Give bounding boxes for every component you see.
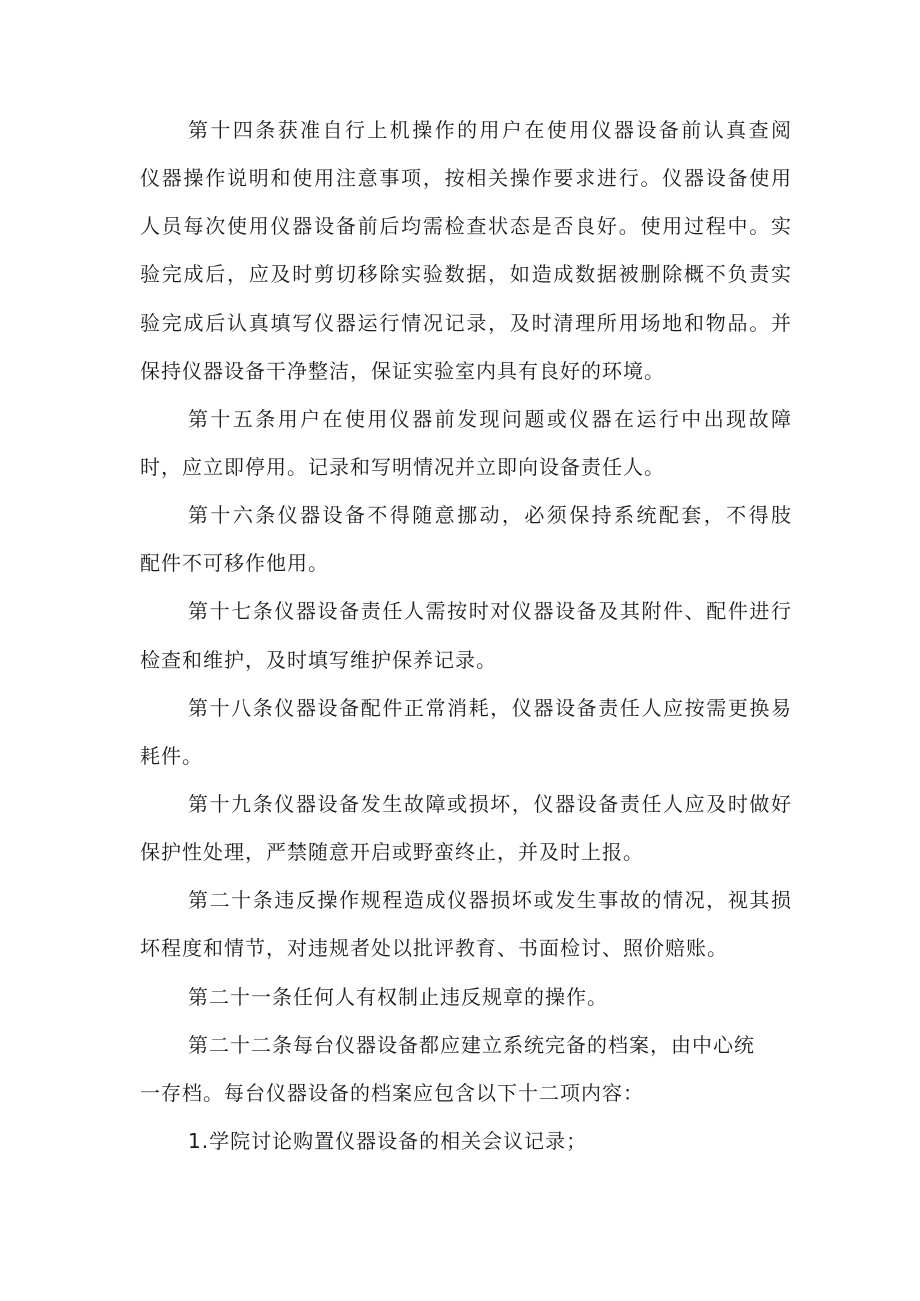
paragraph-21 [140,973,792,1021]
paragraph-22 [140,1021,792,1117]
text-line: 第二十二条每台仪器设备都应建立系统完备的档案，由中心统 [188,1032,755,1057]
text-line: 1.学院讨论购置仪器设备的相关会议记录； [188,1128,588,1153]
text-line: 时，应立即停用。记录和写明情况并立即向设备责任人。 [140,454,665,479]
list-item-1 [140,1117,792,1165]
text-line: 第十五条用户在使用仪器前发现问题或仪器在运行中出现故障 [188,406,792,431]
text-line: 仪器操作说明和使用注意事项，按相关操作要求进行。仪器设备使用 [140,166,792,191]
text-line: 验完成后，应及时剪切移除实验数据，如造成数据被删除概不负责实 [140,262,792,287]
text-line: 耗件。 [140,743,203,768]
text-line: 第十八条仪器设备配件正常消耗，仪器设备责任人应按需更换易 [188,695,792,720]
paragraph-18 [140,684,792,780]
text-line: 配件不可移作他用。 [140,551,329,576]
text-line: 保护性处理，严禁随意开启或野蛮终止，并及时上报。 [140,840,644,865]
paragraph-17 [140,587,792,683]
paragraph-15 [140,395,792,491]
text-line: 第二十一条任何人有权制止违反规章的操作。 [188,984,608,1009]
paragraph-20 [140,876,792,972]
text-line: 验完成后认真填写仪器运行情况记录，及时清理所用场地和物品。并 [140,310,792,335]
paragraph-14 [140,106,792,395]
paragraph-16 [140,491,792,587]
text-line: 第十六条仪器设备不得随意挪动，必须保持系统配套，不得肢 [188,503,792,528]
text-line: 第十四条获准自行上机操作的用户在使用仪器设备前认真查阅 [188,118,792,142]
text-line: 检查和维护，及时填写维护保养记录。 [140,647,497,672]
text-line: 第十九条仪器设备发生故障或损坏，仪器设备责任人应及时做好 [188,791,792,816]
text-line: 第二十条违反操作规程造成仪器损坏或发生事故的情况，视其损 [188,888,792,913]
text-line: 保持仪器设备干净整洁，保证实验室内具有良好的环境。 [140,358,665,383]
document-page [140,106,792,1165]
text-line: 第十七条仪器设备责任人需按时对仪器设备及其附件、配件进行 [188,599,792,624]
paragraph-19 [140,780,792,876]
text-line: 人员每次使用仪器设备前后均需检查状态是否良好。使用过程中。实 [140,214,792,239]
text-line: 坏程度和情节，对违规者处以批评教育、书面检讨、照价赔账。 [140,936,728,961]
text-line: 一存档。每台仪器设备的档案应包含以下十二项内容： [140,1080,644,1105]
